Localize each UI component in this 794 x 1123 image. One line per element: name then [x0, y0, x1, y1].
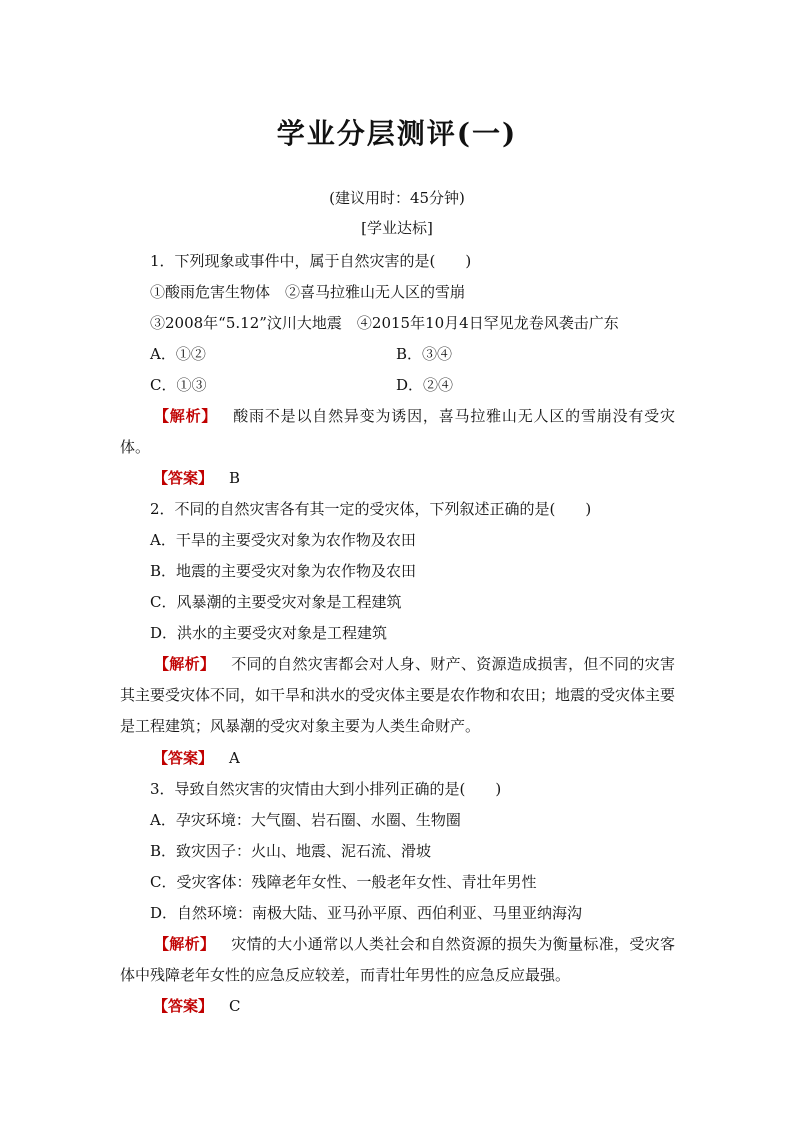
- answer-tag: 【答案】: [153, 997, 214, 1015]
- q3-analysis-text: 灾情的大小通常以人类社会和自然资源的损失为衡量标准，受灾客体中残障老年女性的应急反应较差，而青壮年男性的应急反应最强。: [120, 935, 675, 984]
- q1-option-a: A．①②: [150, 345, 206, 363]
- q1-analysis: [120, 401, 675, 463]
- answer-tag: 【答案】: [153, 749, 214, 767]
- q3-stem: 3．导致自然灾害的灾情由大到小排列正确的是( ): [150, 780, 502, 798]
- time-note: (建议用时：45分钟): [329, 189, 465, 207]
- analysis-tag: 【解析】: [154, 935, 216, 953]
- q3-option-a: A．孕灾环境：大气圈、岩石圈、水圈、生物圈: [150, 811, 461, 829]
- q2-option-a: A．干旱的主要受灾对象为农作物及农田: [150, 531, 416, 549]
- q1-answer-value: B: [229, 469, 241, 487]
- q2-answer: [153, 748, 240, 768]
- q1-option-c: C．①③: [150, 376, 207, 394]
- q1-option-d: D．②④: [396, 376, 454, 394]
- q3-option-b: B．致灾因子：火山、地震、泥石流、滑坡: [150, 842, 432, 860]
- q3-answer-value: C: [229, 997, 241, 1015]
- q2-option-b: B．地震的主要受灾对象为农作物及农田: [150, 562, 417, 580]
- q2-option-d: D．洪水的主要受灾对象是工程建筑: [150, 624, 388, 642]
- analysis-tag: 【解析】: [154, 407, 218, 425]
- answer-tag: 【答案】: [153, 469, 214, 487]
- q1-analysis-text: 酸雨不是以自然异变为诱因，喜马拉雅山无人区的雪崩没有受灾体。: [120, 407, 675, 456]
- q1-option-b: B．③④: [396, 345, 453, 363]
- q2-option-c: C．风暴潮的主要受灾对象是工程建筑: [150, 593, 402, 611]
- q1-stem: 1．下列现象或事件中，属于自然灾害的是( ): [150, 252, 472, 270]
- q3-analysis: [120, 929, 675, 991]
- q2-answer-value: A: [229, 749, 240, 767]
- q3-answer: [153, 996, 241, 1016]
- analysis-tag: 【解析】: [154, 655, 216, 673]
- page-title: 学业分层测评(一): [276, 117, 518, 150]
- q1-statement-2: ③2008年“5.12”汶川大地震 ④2015年10月4日罕见龙卷风袭击广东: [150, 314, 619, 332]
- q1-statement-1: ①酸雨危害生物体 ②喜马拉雅山无人区的雪崩: [150, 283, 466, 301]
- q2-analysis-text: 不同的自然灾害都会对人身、财产、资源造成损害，但不同的灾害其主要受灾体不同，如干旱和洪水的受灾体主要是农作物和农田；地震的受灾体主要是工程建筑；风暴潮的受灾对象主要为人类生命财产。: [120, 655, 676, 735]
- q2-stem: 2．不同的自然灾害各有其一定的受灾体，下列叙述正确的是( ): [150, 500, 592, 518]
- q1-answer: [153, 468, 240, 488]
- q3-option-c: C．受灾客体：残障老年女性、一般老年女性、青壮年男性: [150, 873, 537, 891]
- section-heading: [学业达标]: [361, 219, 433, 237]
- q3-option-d: D．自然环境：南极大陆、亚马孙平原、西伯利亚、马里亚纳海沟: [150, 904, 583, 922]
- q2-analysis: [120, 649, 675, 742]
